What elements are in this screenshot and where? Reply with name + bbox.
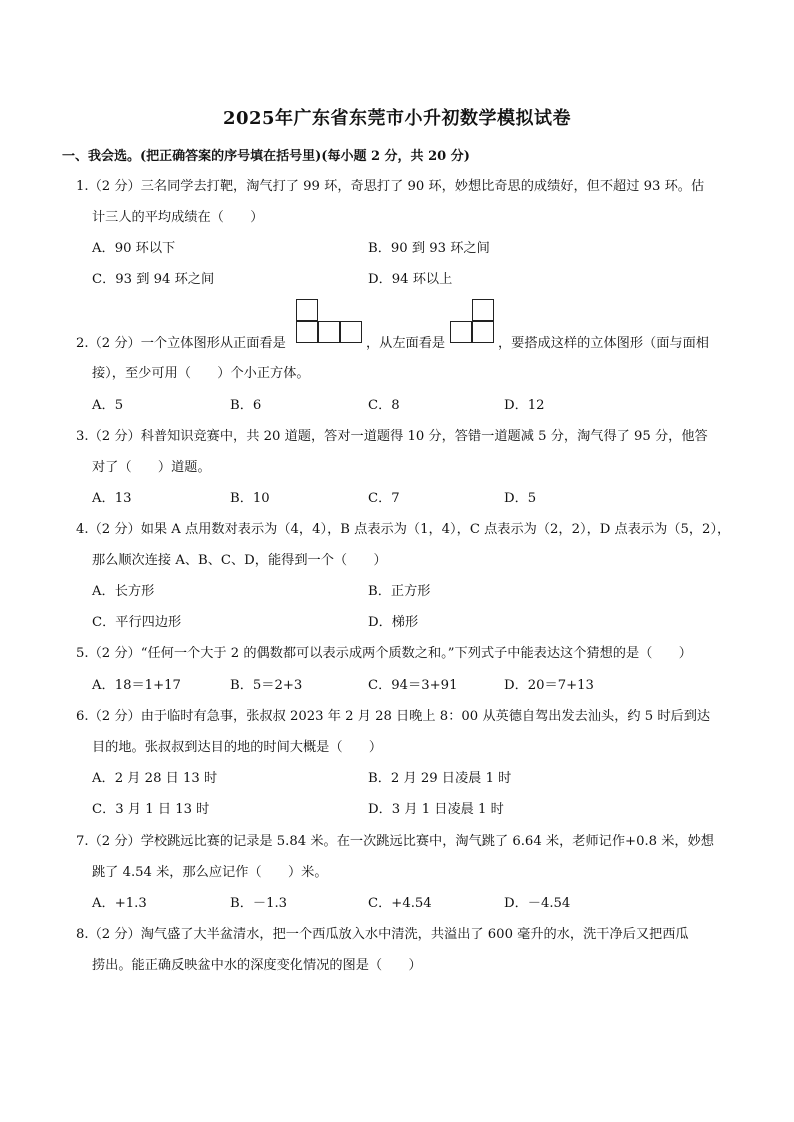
question-4-option-c: C．平行四边形 bbox=[92, 615, 182, 630]
question-2-option-a: A．5 bbox=[92, 398, 124, 413]
question-4-option-d: D．梯形 bbox=[368, 615, 419, 630]
question-7-line-2: 跳了 4.54 米，那么应记作（ ）米。 bbox=[92, 865, 328, 880]
question-3-option-d: D．5 bbox=[504, 491, 537, 506]
question-3-line-2: 对了（ ）道题。 bbox=[92, 460, 211, 475]
question-2-option-b: B．6 bbox=[230, 398, 262, 413]
question-7-line-1: 7.（2 分）学校跳远比赛的记录是 5.84 米。在一次跳远比赛中，淘气跳了 6.64 米，老师记作+0.8 米，妙想 bbox=[76, 834, 714, 849]
question-1-option-c: C．93 到 94 环之间 bbox=[92, 272, 215, 287]
front-view-figure bbox=[296, 299, 366, 345]
question-7-option-d: D．－4.54 bbox=[504, 896, 571, 911]
question-6-option-a: A．2 月 28 日 13 时 bbox=[92, 771, 218, 786]
question-5-option-d: D．20＝7+13 bbox=[504, 678, 594, 693]
question-7-option-a: A．+1.3 bbox=[92, 896, 147, 911]
question-8-line-2: 捞出。能正确反映盆中水的深度变化情况的图是（ ） bbox=[92, 958, 422, 973]
question-5-option-b: B．5＝2+3 bbox=[230, 678, 303, 693]
left-view-figure bbox=[450, 299, 498, 345]
page-title: 2025年广东省东莞市小升初数学模拟试卷 bbox=[222, 108, 572, 129]
question-7-option-c: C．+4.54 bbox=[368, 896, 432, 911]
question-1-line-2: 计三人的平均成绩在（ ） bbox=[92, 210, 264, 225]
question-6-option-b: B．2 月 29 日凌晨 1 时 bbox=[368, 771, 512, 786]
question-3-line-1: 3.（2 分）科普知识竞赛中，共 20 道题，答对一道题得 10 分，答错一道题减 5 分，淘气得了 95 分，他答 bbox=[76, 429, 708, 444]
question-1-option-d: D．94 环以上 bbox=[368, 272, 453, 287]
question-6-option-c: C．3 月 1 日 13 时 bbox=[92, 802, 210, 817]
question-5-option-a: A．18＝1+17 bbox=[92, 678, 181, 693]
question-2-option-d: D．12 bbox=[504, 398, 545, 413]
question-2-option-c: C．8 bbox=[368, 398, 400, 413]
question-1-option-a: A．90 环以下 bbox=[92, 241, 176, 256]
question-5-option-c: C．94＝3+91 bbox=[368, 678, 458, 693]
question-7-option-b: B．－1.3 bbox=[230, 896, 288, 911]
question-6-line-1: 6.（2 分）由于临时有急事，张叔叔 2023 年 2 月 28 日晚上 8：00 从英德自驾出发去汕头，约 5 时后到达 bbox=[76, 709, 711, 724]
question-6-option-d: D．3 月 1 日凌晨 1 时 bbox=[368, 802, 504, 817]
question-4-line-2: 那么顺次连接 A、B、C、D，能得到一个（ ） bbox=[92, 553, 387, 568]
question-2-line-2: 接），至少可用（ ）个小正方体。 bbox=[92, 366, 310, 381]
question-8-line-1: 8.（2 分）淘气盛了大半盆清水，把一个西瓜放入水中清洗，共溢出了 600 毫升的水，洗干净后又把西瓜 bbox=[76, 927, 689, 942]
question-3-option-a: A．13 bbox=[92, 491, 132, 506]
question-4-line-1: 4.（2 分）如果 A 点用数对表示为（4，4），B 点表示为（1，4），C 点表示为（2，2），D 点表示为（5，2）， bbox=[76, 522, 731, 537]
question-6-line-2: 目的地。张叔叔到达目的地的时间大概是（ ） bbox=[92, 740, 383, 755]
question-4-option-a: A．长方形 bbox=[92, 584, 155, 599]
question-2-line-1-part-3: ，要搭成这样的立体图形（面与面相 bbox=[498, 336, 709, 351]
question-3-option-c: C．7 bbox=[368, 491, 400, 506]
question-2-line-1-part-1: 2.（2 分）一个立体图形从正面看是 bbox=[76, 336, 286, 351]
question-1-line-1: 1.（2 分）三名同学去打靶，淘气打了 99 环，奇思打了 90 环，妙想比奇思的成绩好，但不超过 93 环。估 bbox=[76, 179, 705, 194]
question-1-option-b: B．90 到 93 环之间 bbox=[368, 241, 490, 256]
question-4-option-b: B．正方形 bbox=[368, 584, 431, 599]
question-2-line-1-part-2: ，从左面看是 bbox=[366, 336, 446, 351]
question-5-line-1: 5.（2 分）“任何一个大于 2 的偶数都可以表示成两个质数之和。”下列式子中能表达这个猜想的是（ ） bbox=[76, 646, 692, 661]
section-heading: 一、我会选。(把正确答案的序号填在括号里)(每小题 2 分，共 20 分) bbox=[62, 149, 470, 164]
question-3-option-b: B．10 bbox=[230, 491, 270, 506]
